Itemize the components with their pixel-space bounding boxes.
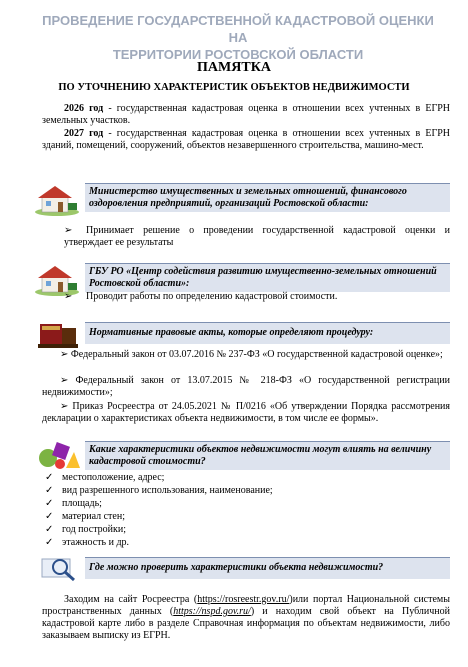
check-paragraph: [42, 594, 450, 642]
checkmark-icon: ✓: [45, 537, 54, 548]
intro-year-1: 2026 год: [64, 103, 104, 114]
intro-text-1: - государственная кадастровая оценка в отношении всех учтенных в ЕГРН земельных участков.: [42, 103, 451, 126]
law-text-2: Федеральный закон от 13.07.2015 № 218-ФЗ «О государственной регистрации недвижимости»;: [42, 375, 450, 398]
section-center-heading: ГБУ РО «Центр содействия развитию имущественно-земельных отношений Ростовской области»:: [85, 263, 450, 292]
center-bullet-text: Проводит работы по определению кадастровой стоимости.: [86, 291, 338, 302]
law-item-1: [42, 349, 450, 361]
section-ministry-bullet: [64, 225, 450, 249]
intro-paragraph-2: [42, 128, 450, 152]
checkmark-icon: ✓: [45, 472, 54, 483]
characteristic-item-1: местоположение, адрес;: [62, 472, 165, 483]
intro-paragraph-1: [42, 103, 450, 127]
checkmark-icon: ✓: [45, 524, 54, 535]
law-item-2: [42, 375, 450, 399]
check-text-b: )или портал Национальной системы пространственных данных (: [42, 594, 450, 617]
characteristic-item-6: этажность и др.: [62, 537, 130, 548]
arrow-bullet-icon: ➢: [64, 225, 73, 236]
check-text-a: Заходим на сайт Росреестра (: [64, 594, 198, 605]
intro-text-2: - государственная кадастровая оценка в отношении всех учтенных в ЕГРН зданий, помещений, сооружений, объектов незавершенного строительства, машино-мест.: [42, 128, 451, 151]
shapes-icon: [36, 440, 80, 470]
books-icon: [36, 320, 80, 350]
section-ministry-heading: Министерство имущественных и земельных отношений, финансового оздоровления предприятий, организаций Ростовской области:: [85, 183, 450, 212]
characteristic-item-2: вид разрешенного использования, наименование;: [62, 485, 273, 496]
section-check-heading: Где можно проверить характеристики объекта недвижимости?: [85, 557, 450, 579]
nspd-link[interactable]: https://nspd.gov.ru/: [173, 606, 251, 617]
rosreestr-link[interactable]: https://rosreestr.gov.ru/: [197, 594, 290, 605]
characteristic-item-5: год постройки;: [62, 524, 127, 535]
arrow-bullet-icon: ➢: [60, 375, 76, 386]
house-icon: [34, 183, 80, 217]
arrow-bullet-icon: ➢: [60, 401, 73, 412]
arrow-bullet-icon: ➢: [60, 349, 71, 360]
ministry-bullet-text: Принимает решение о проведении государственной кадастровой оценки и утверждает ее результаты: [64, 225, 450, 248]
law-item-3: [42, 401, 450, 425]
section-center-bullet: [64, 291, 450, 303]
document-header: [40, 12, 436, 63]
section-characteristics-heading: Какие характеристики объектов недвижимости могут влиять на величину кадастровой стоимости?: [85, 441, 450, 470]
law-text-1: Федеральный закон от 03.07.2016 № 237-ФЗ «О государственной кадастровой оценке»;: [70, 349, 443, 360]
law-text-3: Приказ Росреестра от 24.05.2021 № П/0216 «Об утверждении Порядка рассмотрения декларации о характеристиках объекта недвижимости, в том числе ее формы».: [42, 401, 450, 424]
check-text-c: ) и находим свой объект на Публичной кадастровой карте либо в разделе Справочная информация по объектам недвижимости, либо заказываем выписку из ЕГРН.: [42, 606, 450, 641]
checkmark-icon: ✓: [45, 485, 54, 496]
intro-year-2: 2027 год: [64, 128, 104, 139]
checkmark-icon: ✓: [45, 511, 54, 522]
document-title: ПАМЯТКА: [197, 60, 271, 75]
characteristic-item-4: материал стен;: [62, 511, 125, 522]
header-line-1: ПРОВЕДЕНИЕ ГОСУДАРСТВЕННОЙ КАДАСТРОВОЙ ОЦЕНКИ НА: [42, 13, 434, 45]
checkmark-icon: ✓: [45, 498, 54, 509]
section-laws-heading: Нормативные правовые акты, которые определяют процедуру:: [85, 322, 450, 344]
arrow-bullet-icon: ➢: [64, 291, 73, 302]
document-subtitle: ПО УТОЧНЕНИЮ ХАРАКТЕРИСТИК ОБЪЕКТОВ НЕДВИЖИМОСТИ: [58, 82, 410, 93]
characteristic-item-3: площадь;: [62, 498, 102, 509]
header-line-2: ТЕРРИТОРИИ РОСТОВСКОЙ ОБЛАСТИ: [112, 47, 364, 62]
magnifier-icon: [40, 553, 80, 583]
